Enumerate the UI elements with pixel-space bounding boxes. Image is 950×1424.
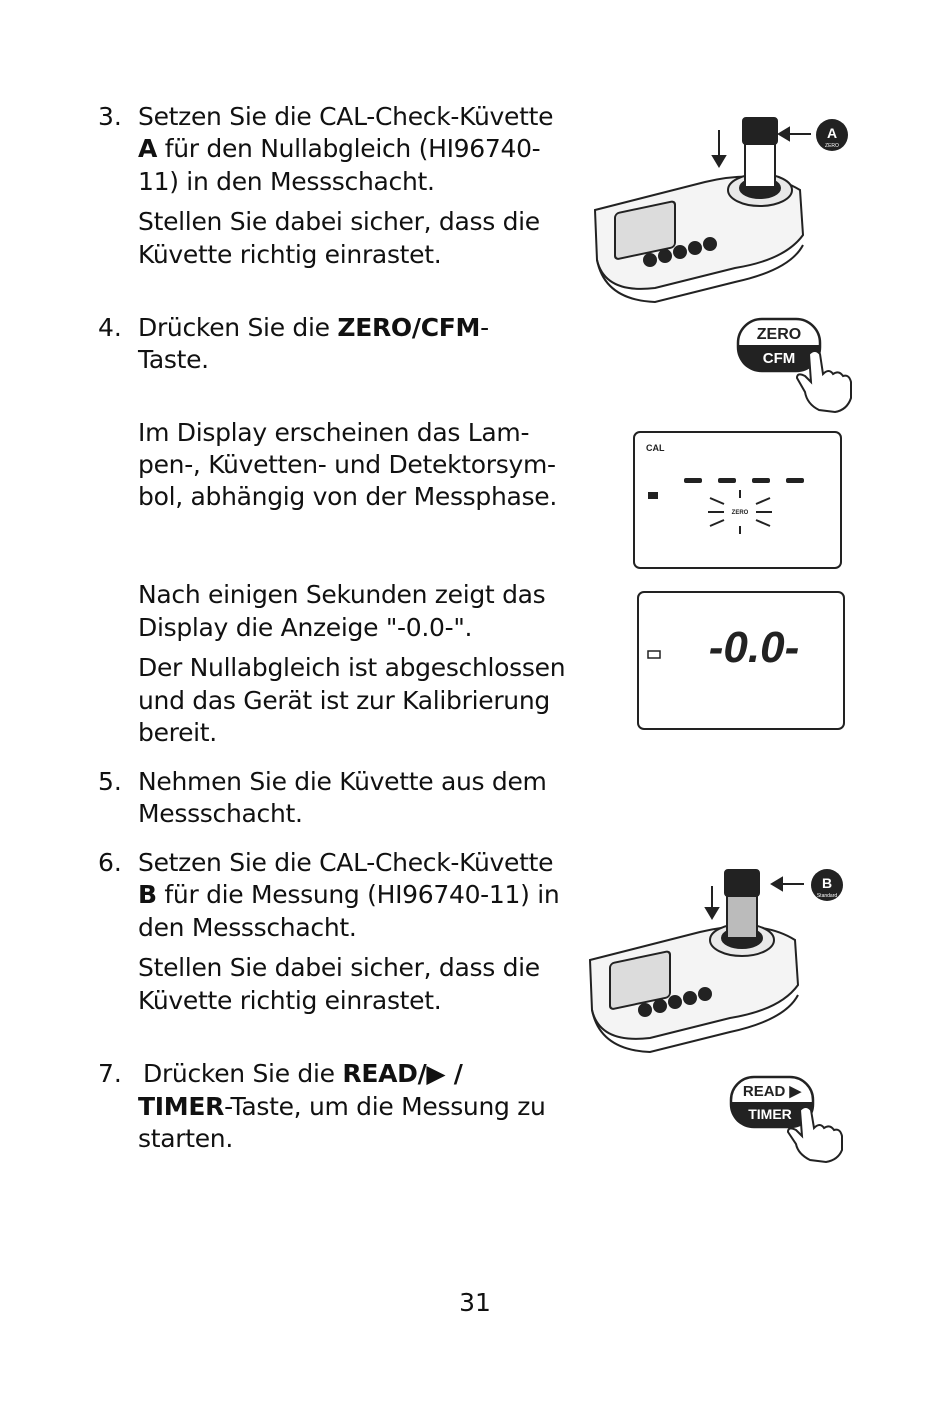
cuvette-a-label: A xyxy=(138,134,158,163)
step-3-note-line-2: Küvette richtig einrastet. xyxy=(138,240,442,269)
step-5-line-2: Messschacht. xyxy=(138,799,303,828)
step-3-note-line-1: Stellen Sie dabei sicher, dass die xyxy=(138,207,540,236)
step-number-6: 6. xyxy=(98,848,122,877)
step-6-line-3: den Messschacht. xyxy=(138,913,357,942)
step-7-line-3: starten. xyxy=(138,1124,233,1153)
meter-cuvette-a-figure xyxy=(585,110,855,310)
lcd-cal-label: CAL xyxy=(646,443,665,453)
step-number-3: 3. xyxy=(98,102,122,131)
lamp-icon xyxy=(648,492,658,499)
step-6-note-line-1: Stellen Sie dabei sicher, dass die xyxy=(138,953,540,982)
step-4-line-1: Drücken Sie die ZERO/CFM- xyxy=(138,313,489,342)
step-4-para-3-line-2: Display die Anzeige "-0.0-". xyxy=(138,613,473,642)
badge-a-sub: ZERO xyxy=(825,143,839,149)
badge-a-letter: A xyxy=(826,125,838,141)
lcd-cal-figure xyxy=(632,430,844,572)
step-4-line-2: Taste. xyxy=(138,345,209,374)
page-number: 31 xyxy=(459,1288,491,1317)
step-4-para-2-line-3: bol, abhängig von der Messphase. xyxy=(138,482,557,511)
step-4-para-4-line-3: bereit. xyxy=(138,718,217,747)
step-number-5: 5. xyxy=(98,767,122,796)
timer-label: TIMER xyxy=(748,1106,792,1122)
step-4-para-4-line-1: Der Nullabgleich ist abgeschlossen xyxy=(138,653,566,682)
step-3-line-3: 11) in den Messschacht. xyxy=(138,167,435,196)
read-label: READ ▶ xyxy=(742,1083,802,1100)
cfm-label: CFM xyxy=(762,350,796,367)
step-3-line-2: A für den Nullabgleich (HI96740- xyxy=(138,134,541,163)
step-4-para-2-line-1: Im Display erscheinen das Lam- xyxy=(138,418,530,447)
step-number-7: 7. xyxy=(98,1059,122,1088)
step-5-line-1: Nehmen Sie die Küvette aus dem xyxy=(138,767,547,796)
step-4-para-4-line-2: und das Gerät ist zur Kalibrierung xyxy=(138,686,550,715)
zero-label: ZERO xyxy=(756,326,802,343)
meter-with-cuvette-icon xyxy=(590,870,804,1052)
step-7-line-2: TIMER-Taste, um die Messung zu xyxy=(138,1092,546,1121)
step-3-line-1: Setzen Sie die CAL-Check-Küvette xyxy=(138,102,554,131)
badge-b-letter: B xyxy=(821,875,833,891)
meter-cuvette-b-figure xyxy=(580,860,855,1060)
lcd-zero-label: ZERO xyxy=(731,510,749,516)
zero-cfm-button-figure xyxy=(735,316,855,416)
step-number-4: 4. xyxy=(98,313,122,342)
meter-with-cuvette-icon xyxy=(595,118,811,302)
lcd-result-figure xyxy=(636,590,846,732)
step-7-line-1: Drücken Sie die READ/▶ / xyxy=(143,1059,463,1088)
lcd-result-value: -0.0- xyxy=(708,623,800,672)
step-6-line-2: B für die Messung (HI96740-11) in xyxy=(138,880,560,909)
read-timer-button-figure xyxy=(728,1074,850,1164)
step-4-para-3-line-1: Nach einigen Sekunden zeigt das xyxy=(138,580,546,609)
step-6-note-line-2: Küvette richtig einrastet. xyxy=(138,986,442,1015)
badge-b-sub: Standard xyxy=(816,893,838,899)
step-6-line-1: Setzen Sie die CAL-Check-Küvette xyxy=(138,848,554,877)
cuvette-b-label: B xyxy=(138,880,157,909)
step-4-para-2-line-2: pen-, Küvetten- und Detektorsym- xyxy=(138,450,556,479)
